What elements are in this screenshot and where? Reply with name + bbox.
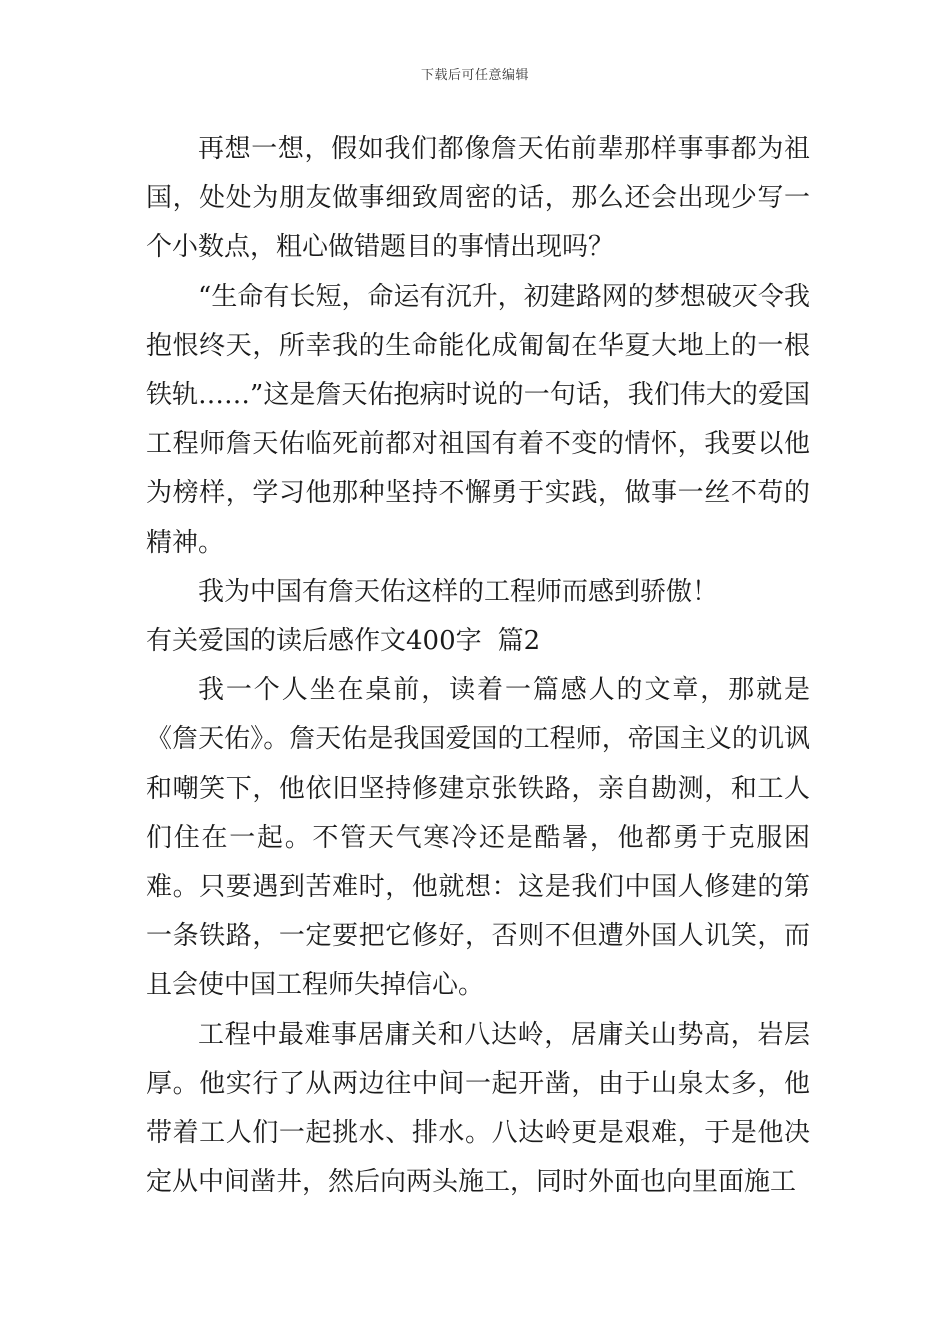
page-header-note: 下载后可任意编辑 [420,68,529,83]
paragraph-engineering: 工程中最难事居庸关和八达岭，居庸关山势高，岩层厚。他实行了从两边往中间一起开凿，由于山泉太多，他带着工人们一起挑水、排水。八达岭更是艰难，于是他决定从中间凿井，然后向两头施工，同时外面也向里面施工 [146,1019,810,1198]
section-heading [146,617,810,666]
paragraph-quote: “生命有长短，命运有沉升，初建路网的梦想破灭令我抱恨终天，所幸我的生命能化成匍匐在华夏大地上的一根铁轨……”这是詹天佑抱病时说的一句话，我们伟大的爱国工程师詹天佑临死前都对祖国有着不变的情怀，我要以他为榜样，学习他那种坚持不懈勇于实践，做事一丝不苟的精神。 [146,281,810,558]
paragraph-pride: 我为中国有詹天佑这样的工程师而感到骄傲！ [198,576,719,607]
section-label: 篇2 [497,626,541,657]
document-body [146,125,810,1207]
section-title: 有关爱国的读后感作文400字 [146,626,482,657]
paragraph-reflection: 再想一想，假如我们都像詹天佑前辈那样事事都为祖国，处处为朋友做事细致周密的话，那么还会出现少写一个小数点，粗心做错题目的事情出现吗？ [146,134,810,263]
paragraph-intro: 我一个人坐在桌前，读着一篇感人的文章，那就是《詹天佑》。詹天佑是我国爱国的工程师，帝国主义的讥讽和嘲笑下，他依旧坚持修建京张铁路，亲自勘测，和工人们住在一起。不管天气寒冷还是酷暑，他都勇于克服困难。只要遇到苦难时，他就想：这是我们中国人修建的第一条铁路，一定要把它修好，否则不但遭外国人讥笑，而且会使中国工程师失掉信心。 [146,675,810,1001]
